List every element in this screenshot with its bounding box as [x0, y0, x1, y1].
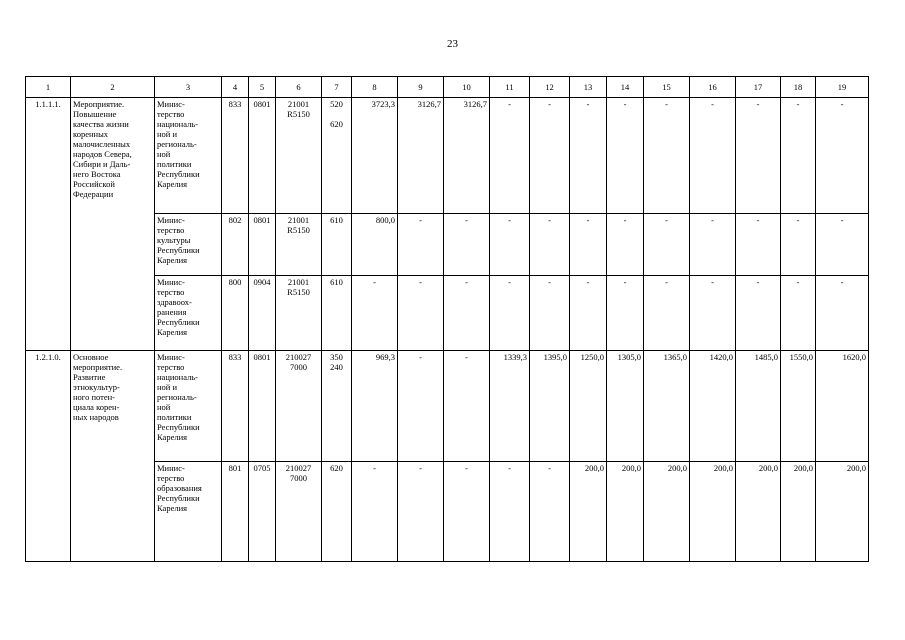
header-cell: 16: [690, 77, 736, 98]
value-cell: -: [490, 276, 530, 351]
value-cell: 200,0: [816, 462, 869, 562]
value-cell: -: [530, 462, 570, 562]
cell-line: Основное: [73, 352, 109, 362]
cell-line: Карелия: [157, 327, 188, 337]
organization-cell: [155, 462, 222, 562]
value-cell: 1620,0: [816, 351, 869, 462]
header-row: [26, 77, 869, 98]
value-cell: -: [644, 214, 690, 276]
code-cell: [322, 214, 352, 276]
value-cell: -: [781, 214, 816, 276]
value-cell: 200,0: [644, 462, 690, 562]
value-cell: 1395,0: [530, 351, 570, 462]
code-cell: [276, 462, 322, 562]
cell-line: 610: [330, 277, 343, 287]
cell-line: Республики: [157, 493, 200, 503]
cell-line: ной и: [157, 129, 178, 139]
value-cell: 3723,3: [352, 98, 398, 214]
cell-line: Минис-: [157, 277, 185, 287]
section-code: 1.2.1.0.: [26, 351, 71, 562]
table-row: [26, 98, 869, 214]
cell-line: R5150: [287, 225, 310, 235]
value-cell: -: [490, 462, 530, 562]
value-cell: 1339,3: [490, 351, 530, 462]
header-cell: 12: [530, 77, 570, 98]
table-header: [26, 77, 869, 98]
cell-line: терство: [157, 287, 185, 297]
cell-line: малочисленных: [73, 139, 131, 149]
cell-line: культуры: [157, 235, 191, 245]
value-cell: -: [444, 214, 490, 276]
code-cell: [322, 98, 352, 214]
header-cell: 13: [570, 77, 607, 98]
organization-cell: [155, 351, 222, 462]
page-number: 23: [447, 38, 458, 50]
cell-line: терство: [157, 362, 185, 372]
value-cell: -: [736, 98, 781, 214]
cell-line: Карелия: [157, 503, 188, 513]
cell-line: 21001: [287, 277, 310, 287]
cell-line: Минис-: [157, 352, 185, 362]
header-cell: 1: [26, 77, 71, 98]
code-cell: [276, 276, 322, 351]
value-cell: -: [816, 276, 869, 351]
cell-line: Минис-: [157, 215, 185, 225]
header-cell: 8: [352, 77, 398, 98]
value-cell: 1420,0: [690, 351, 736, 462]
cell-line: Республики: [157, 317, 200, 327]
header-cell: 14: [607, 77, 644, 98]
header-cell: 17: [736, 77, 781, 98]
cell-line: этнокультур-: [73, 382, 120, 392]
code-cell: 0801: [249, 214, 276, 276]
code-cell: 833: [222, 351, 249, 462]
code-cell: 800: [222, 276, 249, 351]
header-cell: 19: [816, 77, 869, 98]
value-cell: -: [816, 98, 869, 214]
cell-line: терство: [157, 225, 185, 235]
section-name: [71, 351, 155, 562]
cell-line: ранения: [157, 307, 187, 317]
code-cell: [276, 351, 322, 462]
cell-line: Сибири и Даль-: [73, 159, 131, 169]
value-cell: -: [690, 276, 736, 351]
value-cell: -: [530, 276, 570, 351]
cell-line: 21001: [287, 99, 310, 109]
value-cell: -: [816, 214, 869, 276]
value-cell: 1305,0: [607, 351, 644, 462]
value-cell: -: [444, 276, 490, 351]
value-cell: -: [570, 214, 607, 276]
cell-line: 350: [330, 352, 343, 362]
value-cell: 1365,0: [644, 351, 690, 462]
value-cell: -: [607, 276, 644, 351]
value-cell: -: [736, 276, 781, 351]
code-cell: 0801: [249, 98, 276, 214]
cell-line: Российской: [73, 179, 115, 189]
cell-line: ной: [157, 149, 171, 159]
code-cell: [322, 351, 352, 462]
value-cell: -: [352, 462, 398, 562]
value-cell: -: [398, 462, 444, 562]
value-cell: -: [490, 98, 530, 214]
value-cell: -: [490, 214, 530, 276]
organization-cell: [155, 214, 222, 276]
cell-line: политики: [157, 159, 192, 169]
value-cell: -: [570, 98, 607, 214]
cell-line: 610: [330, 215, 343, 225]
cell-line: 520: [330, 99, 343, 109]
cell-line: Мероприятие.: [73, 99, 125, 109]
value-cell: -: [644, 276, 690, 351]
header-cell: 3: [155, 77, 222, 98]
code-cell: [322, 462, 352, 562]
cell-line: 210027: [285, 352, 312, 362]
cell-line: 620: [330, 119, 343, 129]
cell-line: ной и: [157, 382, 178, 392]
cell-line: ных народов: [73, 412, 119, 422]
value-cell: -: [781, 276, 816, 351]
section-name: [71, 98, 155, 351]
code-cell: [322, 276, 352, 351]
cell-line: 620: [330, 463, 343, 473]
value-cell: -: [398, 276, 444, 351]
code-cell: 801: [222, 462, 249, 562]
value-cell: 200,0: [607, 462, 644, 562]
table-body: [26, 98, 869, 562]
value-cell: -: [781, 98, 816, 214]
value-cell: -: [690, 214, 736, 276]
cell-line: Республики: [157, 169, 200, 179]
value-cell: -: [607, 98, 644, 214]
cell-line: 21001: [287, 215, 310, 225]
cell-line: мероприятие.: [73, 362, 123, 372]
value-cell: -: [444, 462, 490, 562]
value-cell: 200,0: [690, 462, 736, 562]
value-cell: -: [644, 98, 690, 214]
cell-line: региональ-: [157, 139, 197, 149]
cell-line: националь-: [157, 119, 199, 129]
cell-line: Карелия: [157, 255, 188, 265]
code-cell: 0801: [249, 351, 276, 462]
cell-line: ного потен-: [73, 392, 116, 402]
cell-line: качества жизни: [73, 119, 129, 129]
header-cell: 9: [398, 77, 444, 98]
budget-table: [25, 76, 869, 562]
value-cell: -: [398, 214, 444, 276]
value-cell: 969,3: [352, 351, 398, 462]
value-cell: -: [530, 214, 570, 276]
header-cell: 11: [490, 77, 530, 98]
code-cell: 0904: [249, 276, 276, 351]
header-cell: 4: [222, 77, 249, 98]
cell-line: терство: [157, 109, 185, 119]
cell-line: Республики: [157, 245, 200, 255]
cell-line: коренных: [73, 129, 109, 139]
cell-line: R5150: [287, 109, 310, 119]
organization-cell: [155, 98, 222, 214]
cell-line: циала корен-: [73, 402, 120, 412]
value-cell: 200,0: [736, 462, 781, 562]
value-cell: -: [690, 98, 736, 214]
code-cell: 833: [222, 98, 249, 214]
cell-line: региональ-: [157, 392, 197, 402]
code-cell: [276, 98, 322, 214]
cell-line: Республики: [157, 422, 200, 432]
cell-line: Повышение: [73, 109, 117, 119]
header-cell: 18: [781, 77, 816, 98]
code-cell: 802: [222, 214, 249, 276]
cell-line: 7000: [290, 473, 307, 483]
cell-line: терство: [157, 473, 185, 483]
organization-cell: [155, 276, 222, 351]
cell-line: образования: [157, 483, 202, 493]
cell-line: националь-: [157, 372, 199, 382]
header-cell: 6: [276, 77, 322, 98]
cell-line: 7000: [290, 362, 307, 372]
cell-line: политики: [157, 412, 192, 422]
value-cell: 200,0: [570, 462, 607, 562]
cell-line: R5150: [287, 287, 310, 297]
header-cell: 15: [644, 77, 690, 98]
header-cell: 7: [322, 77, 352, 98]
value-cell: 3126,7: [398, 98, 444, 214]
cell-line: 240: [330, 362, 343, 372]
header-cell: 5: [249, 77, 276, 98]
cell-line: ной: [157, 402, 171, 412]
value-cell: 1550,0: [781, 351, 816, 462]
value-cell: 1250,0: [570, 351, 607, 462]
value-cell: 200,0: [781, 462, 816, 562]
value-cell: -: [444, 351, 490, 462]
header-cell: 2: [71, 77, 155, 98]
header-cell: 10: [444, 77, 490, 98]
cell-line: Карелия: [157, 179, 188, 189]
cell-line: 210027: [285, 463, 312, 473]
cell-line: Минис-: [157, 463, 185, 473]
value-cell: -: [352, 276, 398, 351]
code-cell: 0705: [249, 462, 276, 562]
section-code: 1.1.1.1.: [26, 98, 71, 351]
cell-line: Развитие: [73, 372, 106, 382]
value-cell: 800,0: [352, 214, 398, 276]
cell-line: него Востока: [73, 169, 121, 179]
cell-line: Федерации: [73, 189, 114, 199]
value-cell: -: [398, 351, 444, 462]
value-cell: -: [607, 214, 644, 276]
value-cell: -: [736, 214, 781, 276]
value-cell: 1485,0: [736, 351, 781, 462]
cell-line: Минис-: [157, 99, 185, 109]
cell-line: народов Севера,: [73, 149, 132, 159]
value-cell: -: [530, 98, 570, 214]
table-row: [26, 351, 869, 462]
code-cell: [276, 214, 322, 276]
value-cell: -: [570, 276, 607, 351]
cell-line: Карелия: [157, 432, 188, 442]
value-cell: 3126,7: [444, 98, 490, 214]
cell-line: здравоох-: [157, 297, 192, 307]
